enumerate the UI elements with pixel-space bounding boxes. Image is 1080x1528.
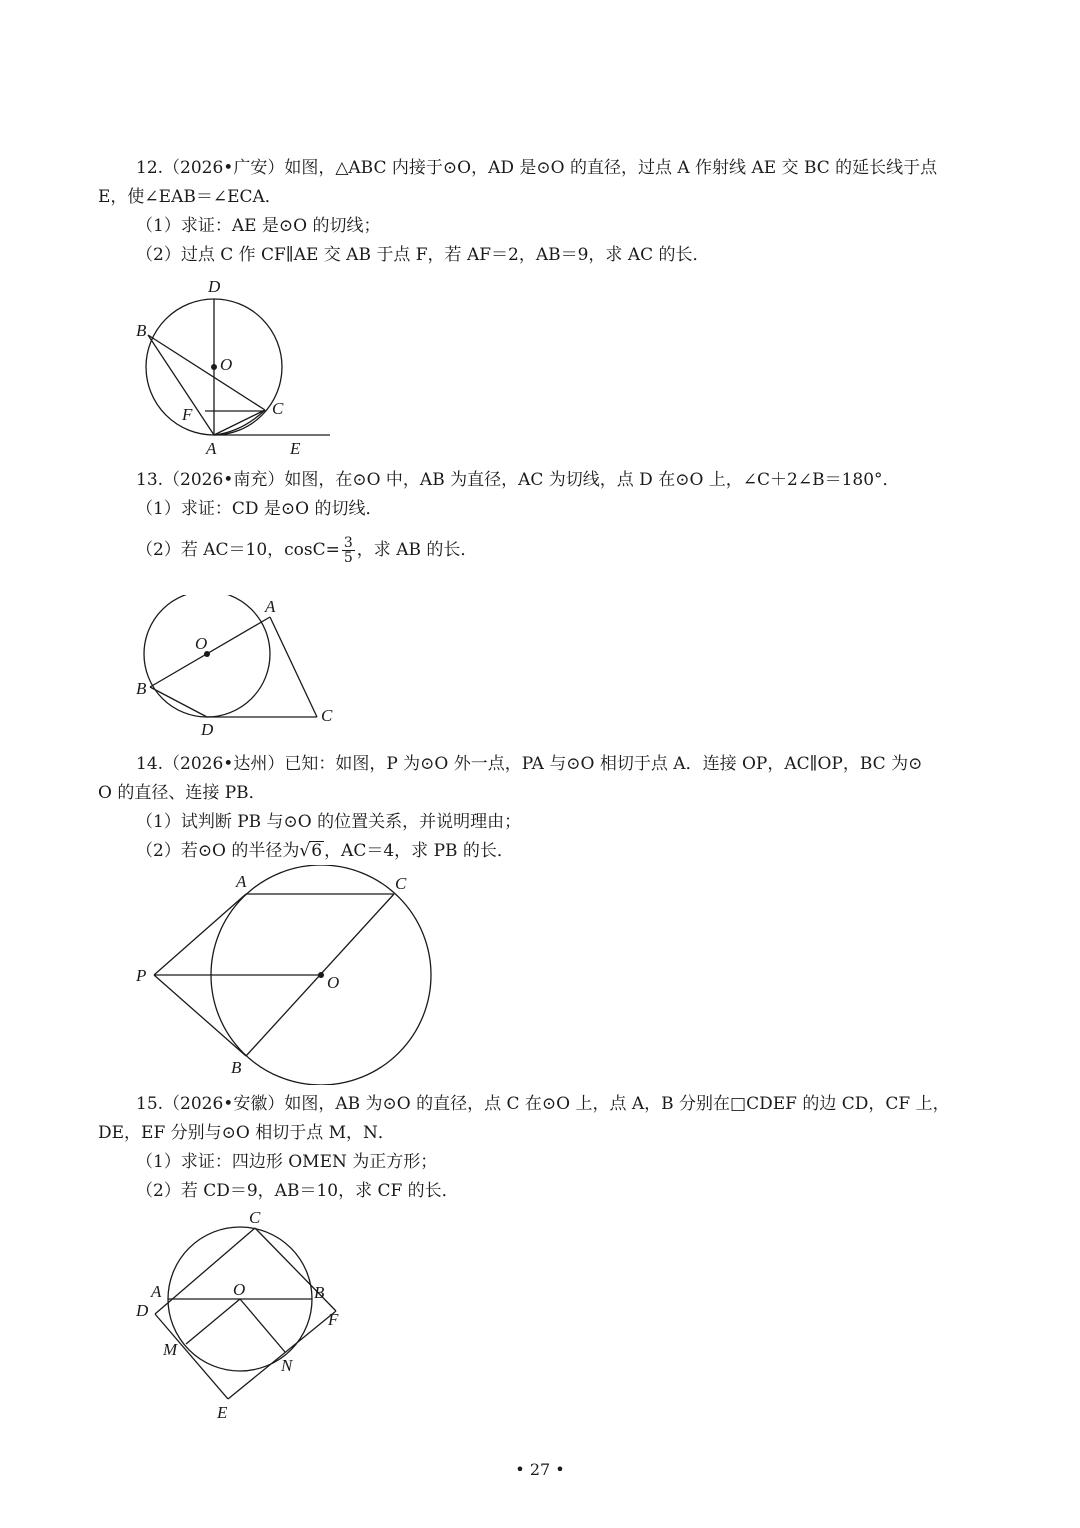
p12-line-2: E，使∠EAB＝∠ECA．	[98, 187, 282, 207]
p14-label-b: B	[231, 1058, 242, 1077]
p13-label-b: B	[136, 679, 147, 698]
p12-label-b: B	[136, 321, 147, 340]
p15-label-m: M	[163, 1340, 178, 1359]
p14-label-a: A	[236, 872, 247, 891]
p14-question-2-tail: ，AC＝4，求 PB 的长．	[324, 841, 514, 861]
p12-label-d: D	[208, 277, 221, 296]
p12-question-2: （2）过点 C 作 CF∥AE 交 AB 于点 F，若 AF＝2，AB＝9，求 AC 的长．	[136, 245, 710, 265]
p12-label-o: O	[220, 355, 233, 374]
p14-question-2	[136, 841, 514, 861]
p15-label-e: E	[217, 1403, 228, 1422]
p13-line-1: 13.（2026•南充）如图，在⊙O 中，AB 为直径，AC 为切线，点 D 在⊙O 上，∠C＋2∠B＝180°．	[136, 470, 900, 490]
p15-line-1: 15.（2026•安徽）如图，AB 为⊙O 的直径，点 C 在⊙O 上，点 A，B 分别在□CDEF 的边 CD，CF 上，	[136, 1094, 950, 1114]
p14-label-p: P	[136, 966, 147, 985]
p13-label-a: A	[265, 597, 276, 616]
p12-question-1: （1）求证：AE 是⊙O 的切线；	[136, 216, 381, 236]
p13-label-d: D	[201, 720, 214, 739]
p15-label-b: B	[314, 1283, 325, 1302]
p13-question-2-text: （2）若 AC＝10，cosC=	[136, 540, 340, 560]
p13-label-c: C	[321, 706, 333, 725]
p14-label-c: C	[395, 874, 407, 893]
p14-line-1: 14.（2026•达州）已知：如图，P 为⊙O 外一点，PA 与⊙O 相切于点 A．连接 OP，AC∥OP，BC 为⊙	[136, 754, 923, 774]
p12-label-e: E	[290, 439, 301, 458]
fraction-numerator: 3	[343, 535, 353, 551]
p14-figure	[125, 865, 445, 1085]
p12-label-f: F	[182, 405, 193, 424]
p14-label-o: O	[327, 973, 340, 992]
p14-line-2: O 的直径、连接 PB．	[98, 783, 266, 803]
p12-label-a: A	[206, 439, 217, 458]
cos-fraction	[342, 536, 355, 565]
p15-label-d: D	[136, 1301, 149, 1320]
p15-label-n: N	[281, 1356, 293, 1375]
p15-label-a: A	[151, 1282, 162, 1301]
p14-question-2-text: （2）若⊙O 的半径为√	[136, 841, 311, 861]
p15-figure	[125, 1205, 355, 1425]
p15-label-o: O	[233, 1280, 246, 1299]
p14-question-1: （1）试判断 PB 与⊙O 的位置关系，并说明理由；	[136, 812, 522, 832]
p13-question-2-tail: ，求 AB 的长．	[356, 540, 478, 560]
p13-label-o: O	[195, 634, 208, 653]
p15-label-f: F	[328, 1310, 339, 1329]
p12-label-c: C	[272, 399, 284, 418]
p12-line-1: 12.（2026•广安）如图，△ABC 内接于⊙O，AD 是⊙O 的直径，过点 A 作射线 AE 交 BC 的延长线于点	[136, 158, 938, 178]
p12-figure	[120, 270, 340, 465]
page-number: • 27 •	[515, 1460, 565, 1479]
p15-question-1: （1）求证：四边形 OMEN 为正方形；	[136, 1152, 438, 1172]
fraction-denominator: 5	[343, 550, 353, 566]
p13-question-1: （1）求证：CD 是⊙O 的切线．	[136, 499, 383, 519]
p15-line-2: DE，EF 分别与⊙O 相切于点 M，N．	[98, 1123, 395, 1143]
p13-figure	[125, 595, 350, 745]
p15-question-2: （2）若 CD＝9，AB＝10，求 CF 的长．	[136, 1181, 459, 1201]
sqrt-radicand: 6	[311, 841, 323, 861]
p13-question-2	[136, 536, 477, 565]
p15-label-c: C	[249, 1208, 261, 1227]
